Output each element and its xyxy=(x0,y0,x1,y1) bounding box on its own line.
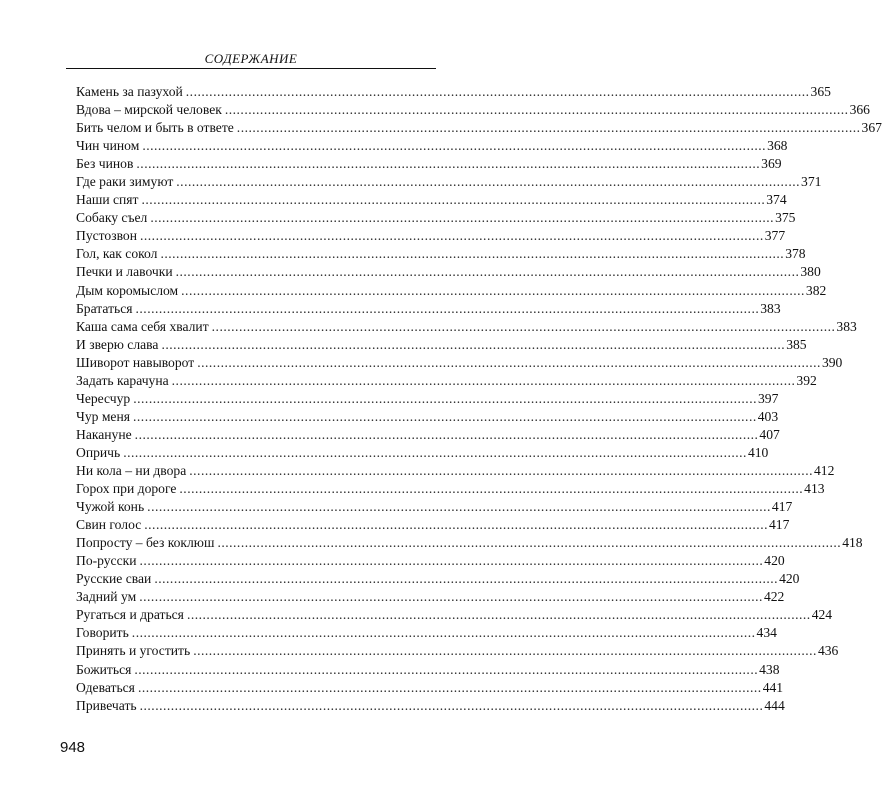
toc-entry-title: Накануне xyxy=(76,426,132,442)
dot-leader: ................................................................................................................................................................ xyxy=(144,517,768,533)
toc-entry-page: 380 xyxy=(800,264,821,280)
toc-entry-title: Без чинов xyxy=(76,156,134,172)
toc-entry-title: Говорить xyxy=(76,625,129,641)
toc-entry xyxy=(76,318,857,336)
toc-entry-title: Шиворот навыворот xyxy=(76,354,195,370)
toc-entry-page: 369 xyxy=(761,156,782,172)
toc-entry xyxy=(76,444,769,462)
toc-entry xyxy=(76,498,793,516)
toc-entry-page: 365 xyxy=(810,84,831,99)
toc-entry-title: Камень за пазухой xyxy=(76,84,183,99)
toc-entry xyxy=(76,462,835,480)
dot-leader: ................................................................................................................................................................ xyxy=(161,336,786,352)
toc-entry-title: Гол, как сокол xyxy=(76,246,158,262)
dot-leader: ................................................................................................................................................................ xyxy=(154,571,779,587)
toc-entry xyxy=(76,516,790,534)
running-head-title: СОДЕРЖАНИЕ xyxy=(204,51,298,66)
toc-entry-title: Чересчур xyxy=(76,390,131,406)
toc-entry-page: 417 xyxy=(771,499,793,515)
toc-entry-title: Каша сама себя хвалит xyxy=(76,318,209,334)
toc-entry xyxy=(76,282,827,300)
toc-entry xyxy=(76,624,777,642)
toc-entry xyxy=(76,408,779,426)
toc-entry xyxy=(76,173,822,191)
toc-entry xyxy=(76,300,781,318)
toc-entry xyxy=(76,245,806,263)
toc-entry-page: 367 xyxy=(861,120,882,136)
header-rule xyxy=(66,68,436,69)
toc-entry xyxy=(76,697,785,715)
dot-leader: ................................................................................................................................................................ xyxy=(160,246,785,262)
toc-entry-title: Одеваться xyxy=(76,679,135,695)
dot-leader: ................................................................................................................................................................ xyxy=(147,499,771,515)
dot-leader: ................................................................................................................................................................ xyxy=(193,643,817,659)
dot-leader: ................................................................................................................................................................ xyxy=(139,589,763,605)
toc-entry xyxy=(76,336,807,354)
toc-entry-title: Ругаться и драться xyxy=(76,607,184,623)
toc-entry-title: Задать карачуна xyxy=(76,372,169,388)
toc-entry-title: И зверю слава xyxy=(76,336,159,352)
dot-leader: ................................................................................................................................................................ xyxy=(141,192,766,208)
dot-leader: ................................................................................................................................................................ xyxy=(179,481,804,497)
toc-entry-page: 424 xyxy=(811,607,833,623)
toc-entry-title: Чур меня xyxy=(76,408,130,424)
dot-leader: ................................................................................................................................................................ xyxy=(139,228,764,244)
toc-entry xyxy=(76,354,843,372)
toc-entry-page: 403 xyxy=(757,408,779,424)
toc-entry-page: 407 xyxy=(759,426,780,442)
dot-leader: ................................................................................................................................................................ xyxy=(133,390,757,406)
toc-entry-page: 368 xyxy=(767,138,788,154)
toc-entry-title: Чин чином xyxy=(76,138,140,154)
toc-entry-title: Печки и лавочки xyxy=(76,264,173,280)
toc-entry xyxy=(76,263,821,281)
toc-entry xyxy=(76,552,785,570)
toc-entry-title: Где раки зимуют xyxy=(76,174,174,190)
toc-entry-page: 434 xyxy=(756,625,777,641)
dot-leader: ................................................................................................................................................................ xyxy=(133,408,757,424)
dot-leader: ................................................................................................................................................................ xyxy=(211,318,836,334)
toc-entry-page: 378 xyxy=(785,246,806,262)
toc-entry xyxy=(76,372,817,390)
toc-entry xyxy=(76,480,825,498)
toc-entry-page: 410 xyxy=(747,444,769,460)
toc-entry xyxy=(76,119,882,137)
toc-entry xyxy=(76,390,779,408)
toc-entry-page: 444 xyxy=(764,697,785,713)
toc-entry xyxy=(76,570,800,588)
toc-entry-title: Вдова – мирской человек xyxy=(76,102,222,118)
toc-entry-page: 383 xyxy=(760,300,781,316)
toc-entry-page: 371 xyxy=(801,174,822,190)
page-number: 948 xyxy=(60,739,86,756)
toc-entry-title: По-русски xyxy=(76,553,137,569)
toc-entry-title: Задний ум xyxy=(76,589,137,605)
toc-entry-title: Чужой конь xyxy=(76,499,145,515)
toc-entry-page: 420 xyxy=(779,571,800,587)
toc-entry xyxy=(76,679,784,697)
toc-entry-page: 383 xyxy=(836,318,857,334)
toc-entry-page: 418 xyxy=(842,535,863,551)
dot-leader: ................................................................................................................................................................ xyxy=(236,120,861,136)
toc-entry-title: Горох при дороге xyxy=(76,481,177,497)
table-of-contents xyxy=(76,83,882,715)
toc-entry xyxy=(76,137,788,155)
toc-entry-title: Привечать xyxy=(76,697,137,713)
toc-entry-page: 374 xyxy=(766,192,787,208)
toc-entry-title: Принять и угостить xyxy=(76,643,191,659)
dot-leader: ................................................................................................................................................................ xyxy=(197,354,821,370)
dot-leader: ................................................................................................................................................................ xyxy=(136,156,761,172)
dot-leader: ................................................................................................................................................................ xyxy=(139,697,764,713)
dot-leader: ................................................................................................................................................................ xyxy=(150,210,775,226)
toc-entry xyxy=(76,191,787,209)
toc-entry xyxy=(76,209,796,227)
toc-entry-page: 366 xyxy=(849,102,870,118)
toc-entry-page: 390 xyxy=(821,354,843,370)
toc-entry xyxy=(76,661,780,679)
toc-entry-page: 412 xyxy=(814,462,835,478)
toc-entry xyxy=(76,606,833,624)
toc-entry-title: Свин голос xyxy=(76,517,142,533)
dot-leader: ................................................................................................................................................................ xyxy=(134,426,759,442)
dot-leader: ................................................................................................................................................................ xyxy=(142,138,767,154)
dot-leader: ................................................................................................................................................................ xyxy=(224,102,849,118)
toc-entry-title: Бить челом и быть в ответе xyxy=(76,120,234,136)
toc-entry-page: 382 xyxy=(805,282,827,298)
dot-leader: ................................................................................................................................................................ xyxy=(181,282,805,298)
dot-leader: ................................................................................................................................................................ xyxy=(176,174,801,190)
dot-leader: ................................................................................................................................................................ xyxy=(131,625,756,641)
toc-entry-page: 417 xyxy=(769,517,790,533)
toc-entry-title: Собаку съел xyxy=(76,210,148,226)
toc-entry xyxy=(76,83,831,101)
toc-entry-page: 436 xyxy=(817,643,839,659)
toc-entry-title: Ни кола – ни двора xyxy=(76,462,187,478)
toc-entry-page: 385 xyxy=(786,336,807,352)
dot-leader: ................................................................................................................................................................ xyxy=(175,264,800,280)
toc-entry-title: Брататься xyxy=(76,300,133,316)
dot-leader: ................................................................................................................................................................ xyxy=(185,84,810,99)
toc-entry-page: 422 xyxy=(763,589,785,605)
toc-entry-page: 420 xyxy=(764,553,785,569)
toc-entry-title: Наши спят xyxy=(76,192,139,208)
dot-leader: ................................................................................................................................................................ xyxy=(123,444,747,460)
dot-leader: ................................................................................................................................................................ xyxy=(139,553,764,569)
toc-entry-title: Попросту – без коклюш xyxy=(76,535,215,551)
dot-leader: ................................................................................................................................................................ xyxy=(189,462,813,478)
toc-entry-title: Русские сваи xyxy=(76,571,152,587)
toc-entry xyxy=(76,588,785,606)
toc-entry xyxy=(76,426,780,444)
dot-leader: ................................................................................................................................................................ xyxy=(135,300,760,316)
toc-entry xyxy=(76,534,863,552)
toc-entry-page: 438 xyxy=(759,661,780,677)
toc-entry-page: 377 xyxy=(764,228,786,244)
dot-leader: ................................................................................................................................................................ xyxy=(134,661,759,677)
toc-entry-title: Опричь xyxy=(76,444,121,460)
toc-entry-page: 392 xyxy=(796,372,817,388)
dot-leader: ................................................................................................................................................................ xyxy=(137,679,762,695)
dot-leader: ................................................................................................................................................................ xyxy=(186,607,811,623)
toc-entry-page: 441 xyxy=(762,679,784,695)
toc-entry-page: 413 xyxy=(804,481,825,497)
toc-entry-title: Божиться xyxy=(76,661,132,677)
dot-leader: ................................................................................................................................................................ xyxy=(217,535,842,551)
toc-entry-title: Дым коромыслом xyxy=(76,282,179,298)
toc-entry-page: 375 xyxy=(775,210,796,226)
toc-entry xyxy=(76,101,870,119)
toc-entry xyxy=(76,227,786,245)
dot-leader: ................................................................................................................................................................ xyxy=(171,372,796,388)
toc-entry-page: 397 xyxy=(757,390,779,406)
toc-entry-title: Пустозвон xyxy=(76,228,137,244)
toc-entry xyxy=(76,642,839,660)
toc-entry xyxy=(76,155,782,173)
